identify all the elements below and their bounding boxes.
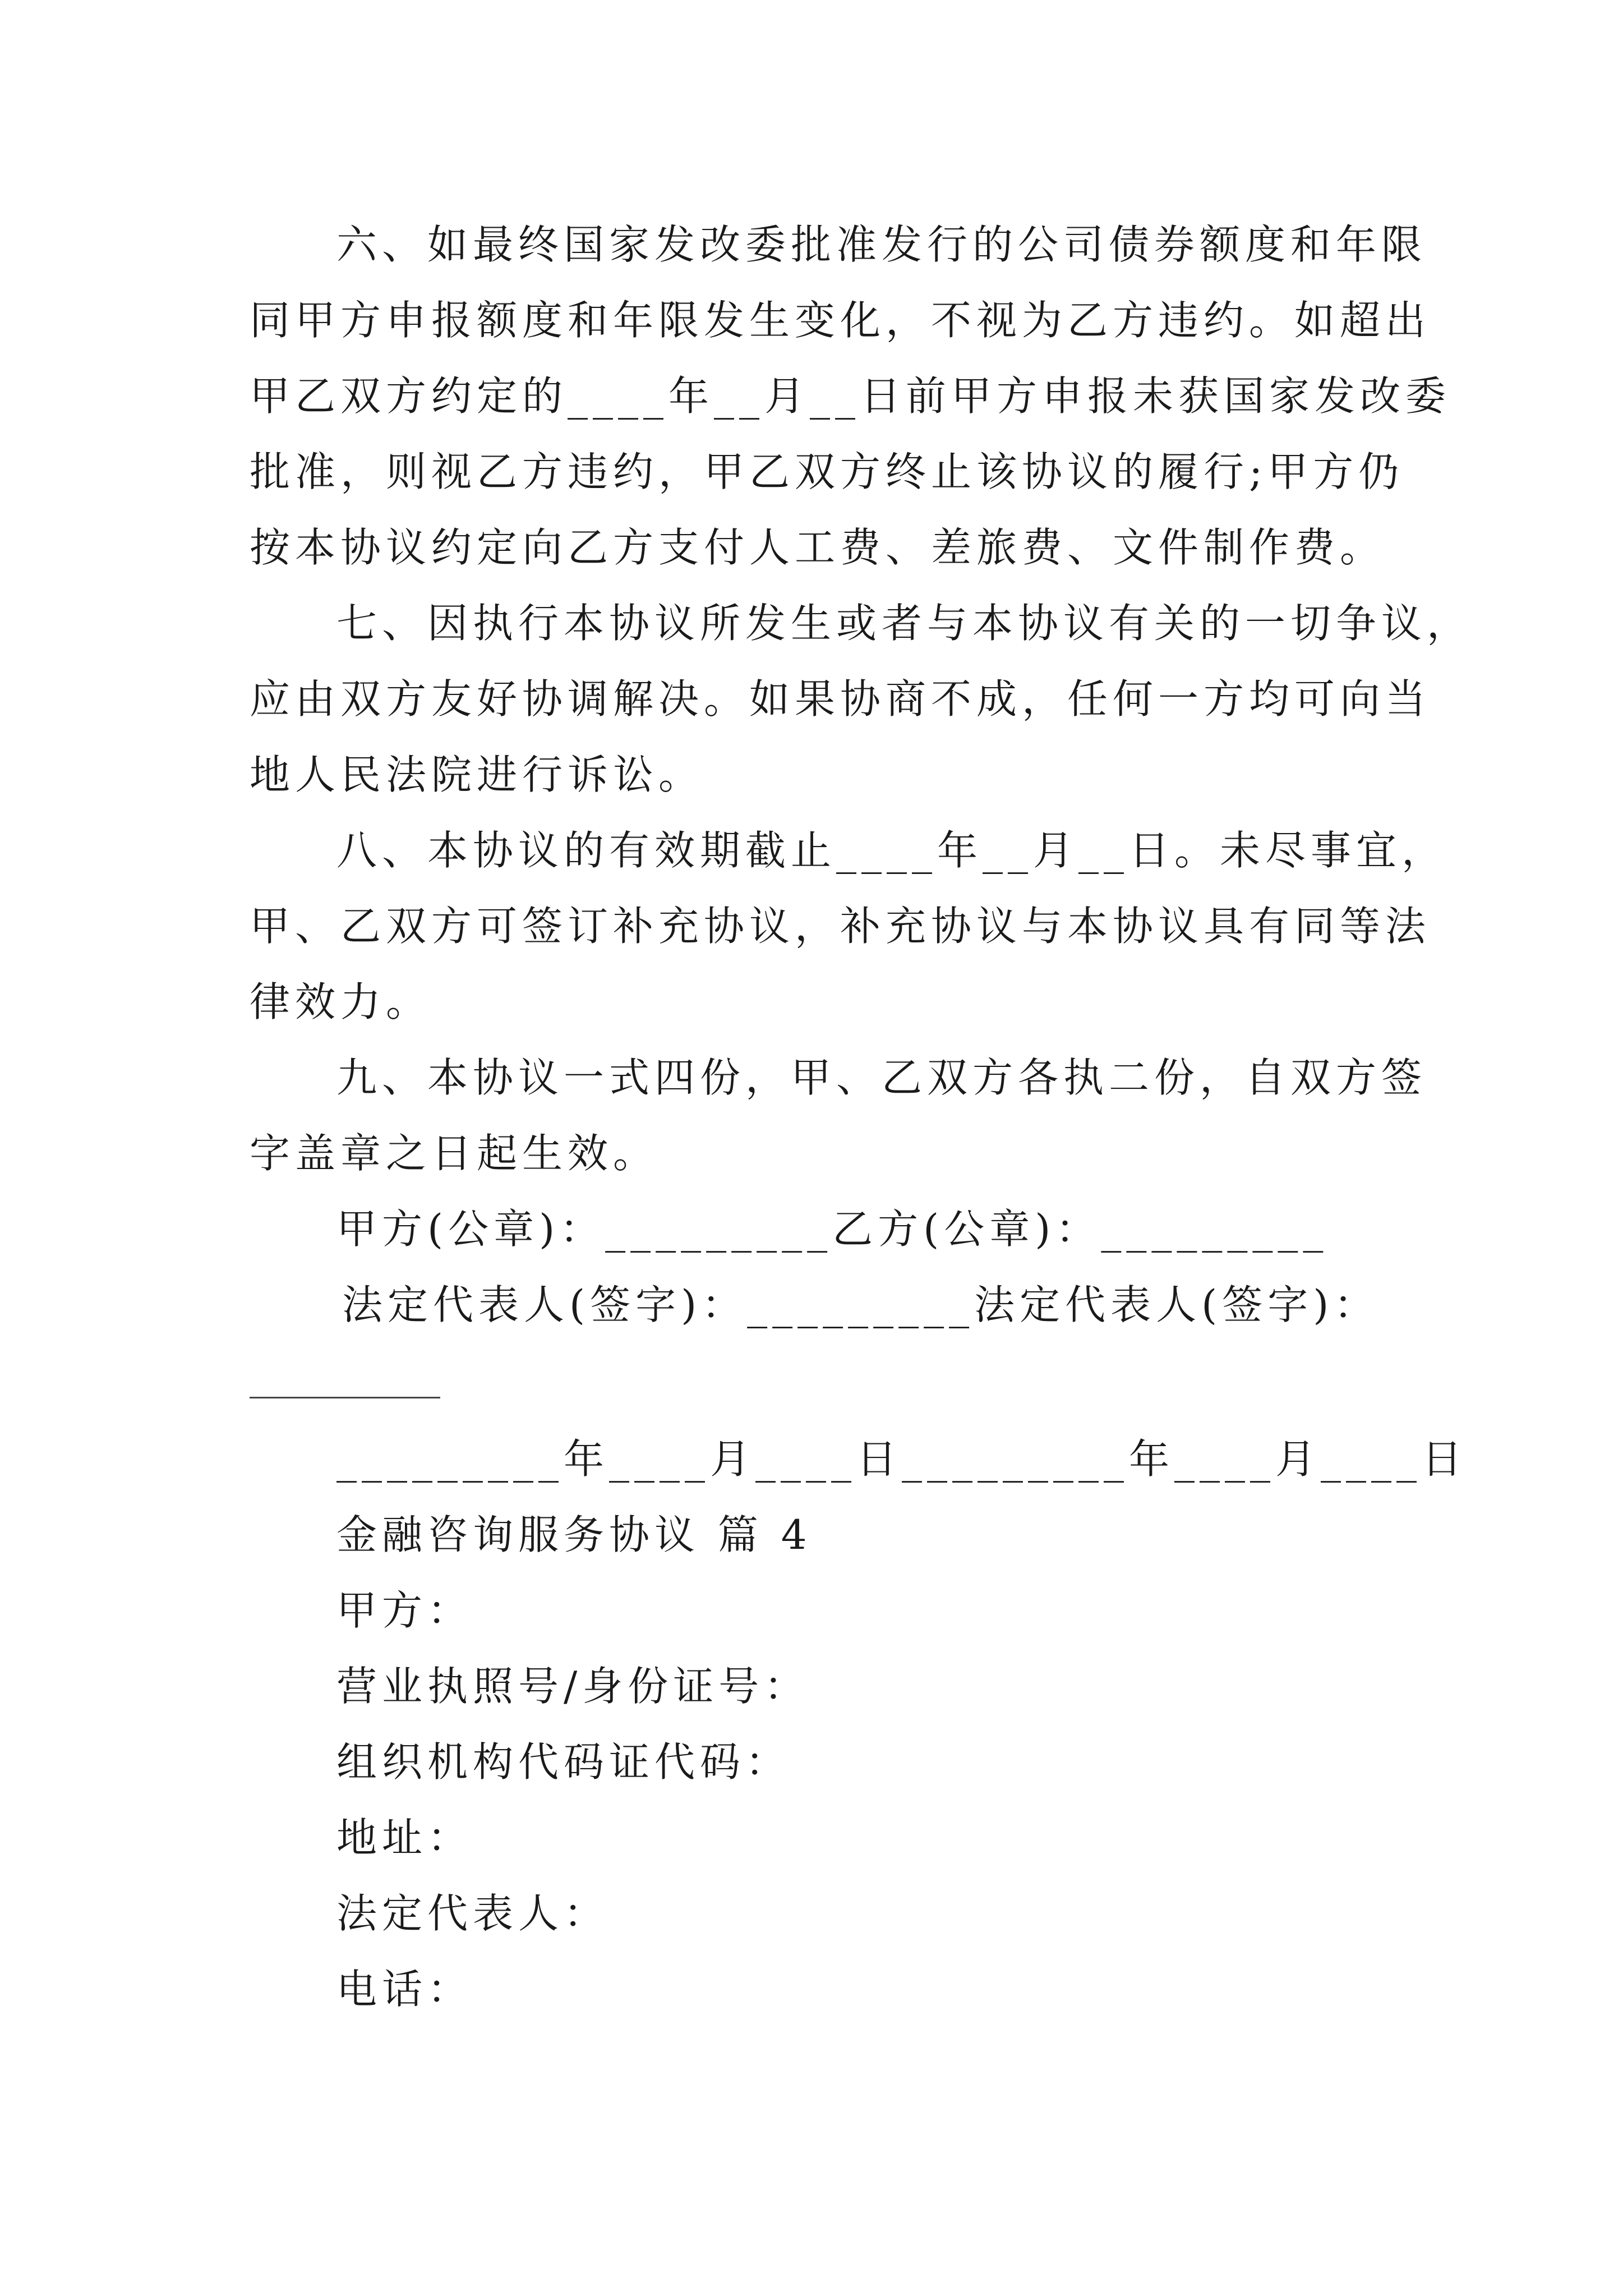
- clause7-line3: 地人民法院进行诉讼。: [250, 751, 704, 798]
- clause6-line4: 批准，则视乙方违约，甲乙双方终止该协议的履行;甲方仍: [250, 448, 1404, 495]
- clause6-line1: 六、如最终国家发改委批准发行的公司债券额度和年限: [336, 221, 1427, 268]
- address-label: 地址：: [336, 1814, 473, 1861]
- clause8-line2: 甲、乙双方可签订补充协议，补充协议与本协议具有同等法: [250, 903, 1431, 950]
- phone-label: 电话：: [336, 1966, 473, 2013]
- clause8-line3: 律效力。: [250, 978, 432, 1025]
- clause6-line2: 同甲方申报额度和年限发生变化，不视为乙方违约。如超出: [250, 297, 1431, 344]
- signature-representative-line: 法定代表人(签字)：_________法定代表人(签字)：: [342, 1281, 1380, 1328]
- clause8-line1: 八、本协议的有效期截止____年__月__日。未尽事宜，: [336, 827, 1447, 874]
- clause9-line1: 九、本协议一式四份，甲、乙双方各执二份，自双方签: [336, 1054, 1427, 1101]
- clause6-line5: 按本协议约定向乙方支付人工费、差旅费、文件制作费。: [250, 524, 1386, 571]
- signature-blank-underline: [250, 1397, 440, 1398]
- party-a-label: 甲方：: [336, 1587, 473, 1634]
- clause7-line1: 七、因执行本协议所发生或者与本协议有关的一切争议，: [336, 600, 1473, 647]
- org-code-label: 组织机构代码证代码：: [336, 1738, 791, 1786]
- clause7-line2: 应由双方友好协调解决。如果协商不成，任何一方均可向当: [250, 675, 1431, 723]
- section-title: 金融咨询服务协议 篇 4: [336, 1511, 812, 1558]
- signature-date-line: _________年____月____日_________年____月____日: [336, 1435, 1467, 1483]
- legal-representative-label: 法定代表人：: [336, 1890, 610, 1937]
- business-license-label: 营业执照号/身份证号：: [336, 1663, 810, 1710]
- clause9-line2: 字盖章之日起生效。: [250, 1130, 659, 1177]
- clause6-line3: 甲乙双方约定的____年__月__日前甲方申报未获国家发改委: [250, 372, 1451, 420]
- signature-seal-line: 甲方(公章)：_________乙方(公章)：_________: [336, 1205, 1329, 1253]
